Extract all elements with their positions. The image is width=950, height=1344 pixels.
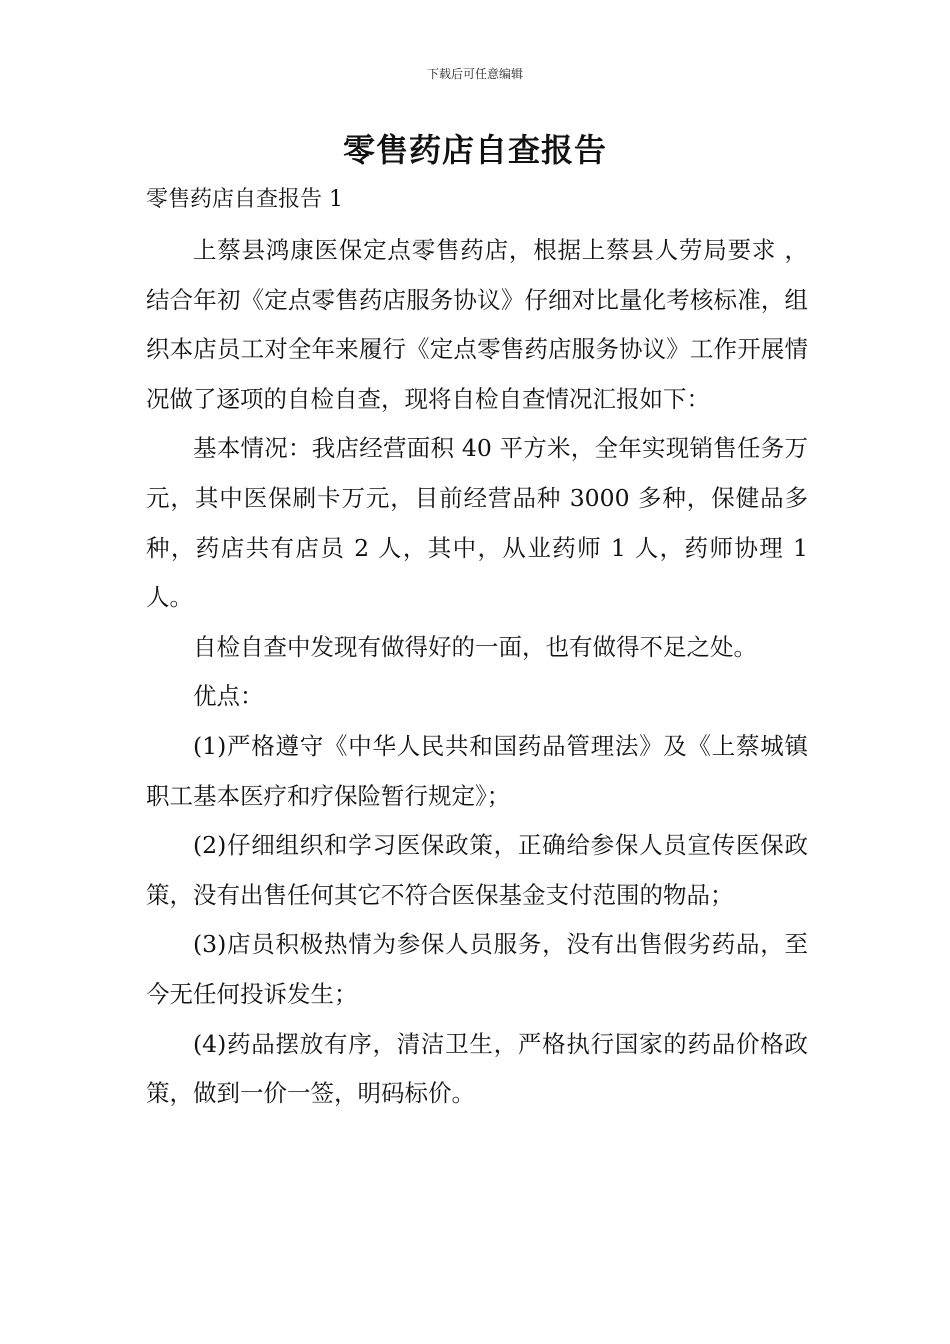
paragraph-strengths-heading: 优点： xyxy=(193,682,264,711)
document-body xyxy=(146,226,808,1119)
paragraph-summary: 自检自查中发现有做得好的一面，也有做得不足之处。 xyxy=(193,632,757,661)
paragraph-item-1: (1)严格遵守《中华人民共和国药品管理法》及《上蔡城镇职工基本医疗和疗保险暂行规定》； xyxy=(146,731,808,810)
section-heading: 零售药店自查报告 1 xyxy=(146,187,343,212)
header-note: 下载后可任意编辑 xyxy=(426,67,523,81)
paragraph-intro: 上蔡县鸿康医保定点零售药店，根据上蔡县人劳局要求 ，结合年初《定点零售药店服务协议》仔细对比量化考核标准，组织本店员工对全年来履行《定点零售药店服务协议》工作开展情况做了逐项的自检自查，现将自检自查情况汇报如下： xyxy=(146,236,808,413)
document-title: 零售药店自查报告 xyxy=(342,131,607,169)
paragraph-basic-info: 基本情况：我店经营面积 40 平方米，全年实现销售任务万元，其中医保刷卡万元，目前经营品种 3000 多种，保健品多种，药店共有店员 2 人，其中，从业药师 1 人，药师协理 1 人。 xyxy=(146,434,808,612)
paragraph-item-4: (4)药品摆放有序，清洁卫生，严格执行国家的药品价格政策，做到一价一签，明码标价。 xyxy=(146,1029,808,1108)
paragraph-item-3: (3)店员积极热情为参保人员服务，没有出售假劣药品，至今无任何投诉发生； xyxy=(146,930,808,1008)
paragraph-item-2: (2)仔细组织和学习医保政策，正确给参保人员宣传医保政策，没有出售任何其它不符合医保基金支付范围的物品； xyxy=(146,831,808,909)
